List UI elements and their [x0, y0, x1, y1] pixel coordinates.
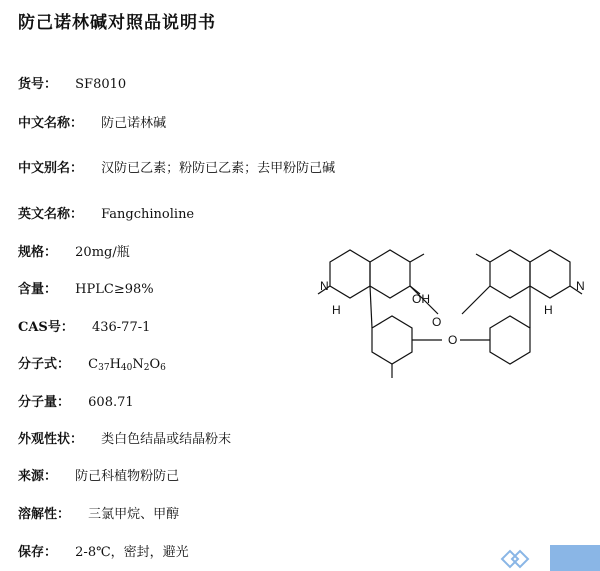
row-english-name — [18, 203, 194, 222]
row-value: 防己科植物粉防己 — [75, 469, 180, 484]
row-storage — [18, 541, 189, 560]
document-title: 防己诺林碱对照品说明书 — [18, 13, 216, 33]
formula-h: H — [109, 357, 121, 372]
row-label: 分子式： — [18, 357, 71, 372]
structure-ring — [370, 250, 410, 298]
structure-ring — [530, 250, 570, 298]
row-value: 20mg/瓶 — [75, 245, 130, 260]
structure-label-oh: OH — [412, 292, 430, 306]
chemical-structure — [312, 232, 600, 392]
watermark-logo-icon — [498, 545, 532, 571]
row-label: 分子量： — [18, 395, 71, 410]
row-label: 货号： — [18, 77, 58, 92]
row-cas-number — [18, 316, 150, 335]
row-value: HPLC≥98% — [75, 282, 154, 297]
row-value — [88, 357, 166, 372]
row-label: 外观性状： — [18, 432, 84, 447]
row-molecular-formula — [18, 353, 166, 373]
formula-h-count: 40 — [120, 363, 133, 373]
row-chinese-alias — [18, 157, 335, 176]
row-value: 三氯甲烷、甲醇 — [88, 507, 180, 522]
row-source — [18, 465, 179, 484]
structure-ring — [490, 250, 530, 298]
formula-o: O — [149, 357, 161, 372]
structure-label-n: N — [320, 279, 329, 293]
row-value: 类白色结晶或结晶粉末 — [101, 432, 232, 447]
row-value: Fangchinoline — [101, 207, 195, 222]
structure-ring — [490, 316, 530, 364]
row-content — [18, 278, 154, 297]
formula-o-count: 6 — [160, 363, 166, 373]
row-value: 汉防已乙素；粉防已乙素；去甲粉防己碱 — [101, 161, 336, 176]
corner-badge — [550, 545, 600, 571]
row-appearance — [18, 428, 231, 447]
row-specification — [18, 241, 130, 260]
row-solubility — [18, 503, 179, 522]
row-label: 英文名称： — [18, 207, 84, 222]
row-label: 中文名称： — [18, 116, 84, 131]
structure-label-o: O — [432, 315, 442, 329]
structure-ring — [330, 250, 370, 298]
row-label: 规格： — [18, 245, 58, 260]
row-label: 保存： — [18, 545, 58, 560]
row-value: 防己诺林碱 — [101, 116, 167, 131]
formula-n-count: 2 — [143, 363, 150, 373]
row-label: CAS号： — [18, 320, 74, 335]
structure-label-o: O — [448, 333, 458, 347]
row-label: 溶解性： — [18, 507, 71, 522]
formula-c-count: 37 — [98, 363, 110, 373]
row-molecular-weight — [18, 391, 134, 410]
structure-label-h: H — [332, 303, 341, 317]
row-label: 中文别名： — [18, 161, 84, 176]
row-item-number — [18, 73, 126, 92]
row-value: 608.71 — [88, 395, 134, 410]
formula-c: C — [88, 357, 99, 372]
structure-ring — [372, 316, 412, 364]
row-label: 来源： — [18, 469, 58, 484]
row-value: SF8010 — [75, 77, 127, 92]
row-label: 含量： — [18, 282, 58, 297]
structure-label-h: H — [544, 303, 553, 317]
structure-label-n: N — [576, 279, 585, 293]
formula-n: N — [132, 357, 144, 372]
row-value: 436-77-1 — [91, 320, 151, 335]
row-value: 2-8℃，密封，避光 — [75, 545, 189, 560]
row-chinese-name — [18, 112, 166, 131]
